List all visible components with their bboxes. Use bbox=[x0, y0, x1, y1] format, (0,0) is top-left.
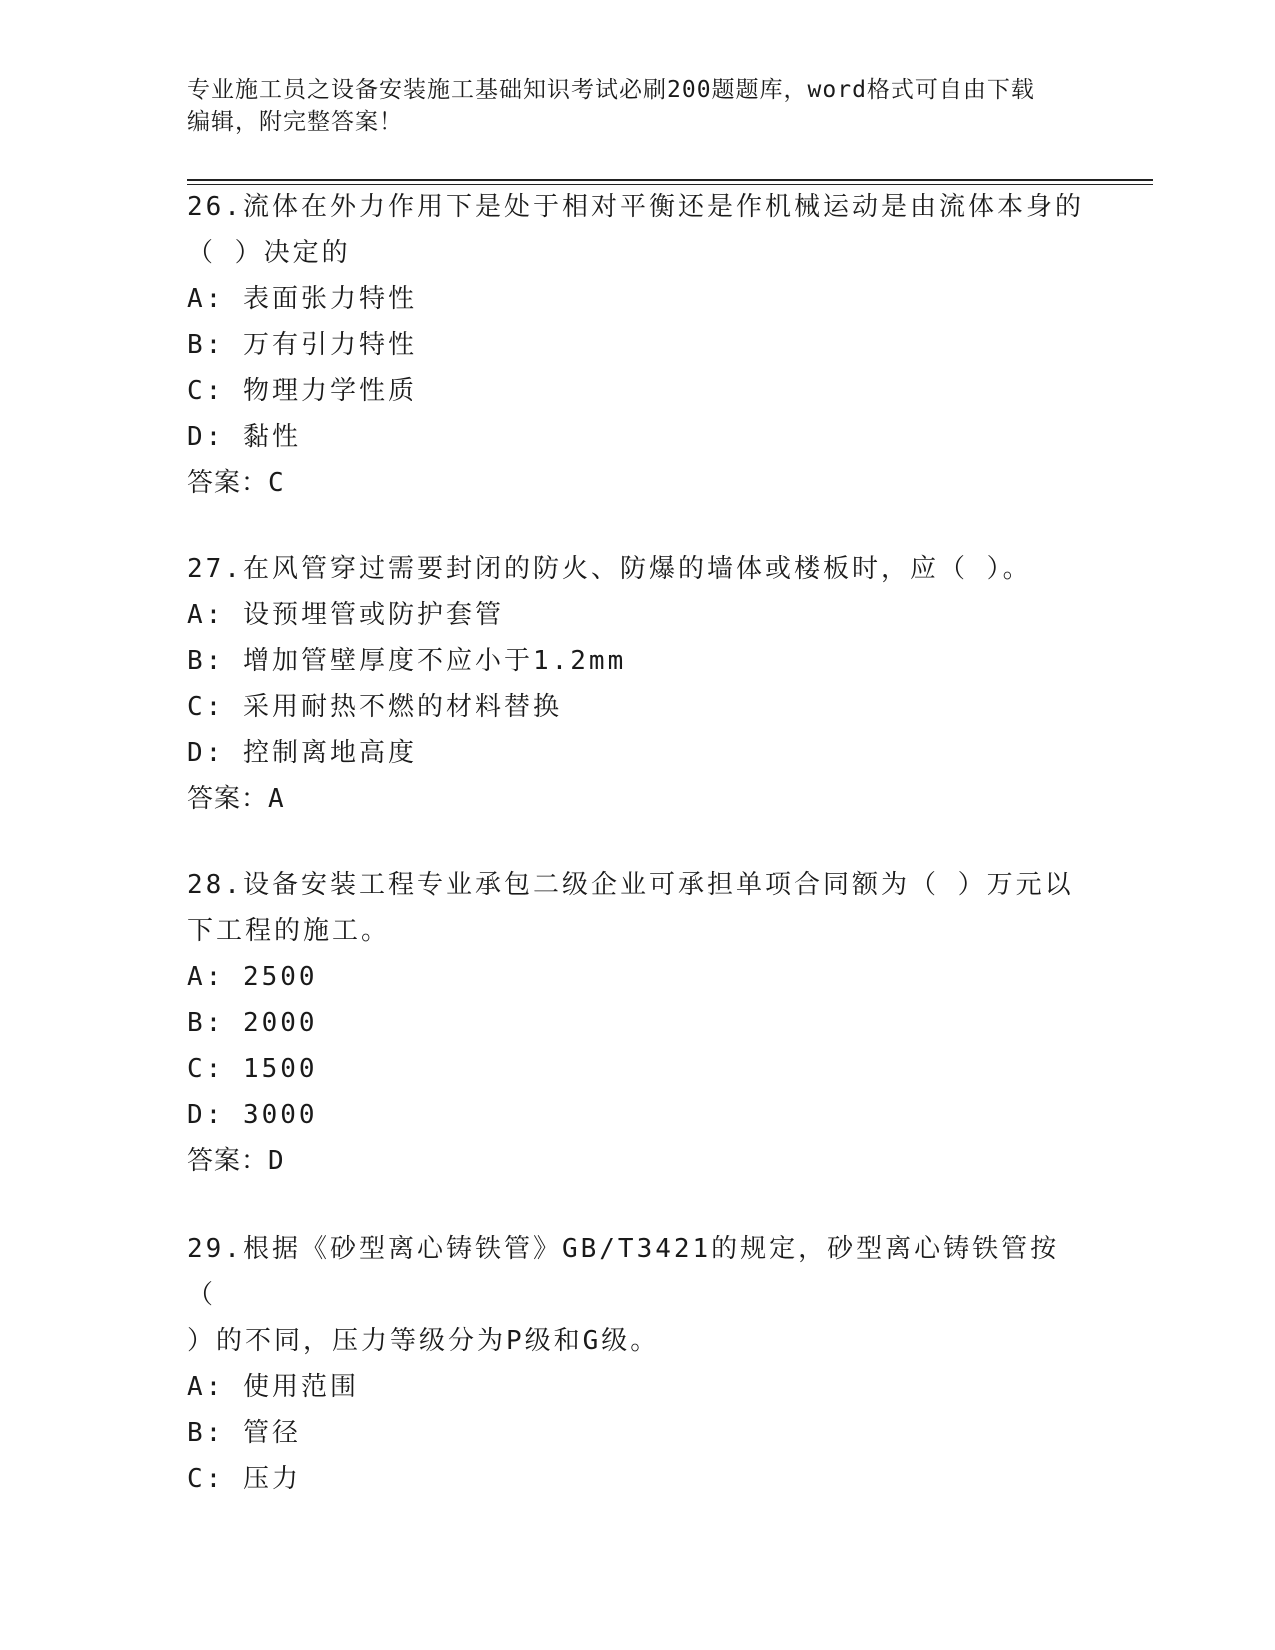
question-stem-line: （ ）决定的 bbox=[187, 238, 351, 268]
option-c: C: 1500 bbox=[187, 1054, 318, 1084]
question-stem-line: 29.根据《砂型离心铸铁管》GB/T3421的规定，砂型离心铸铁管按（ bbox=[187, 1234, 1060, 1310]
header-line-1: 专业施工员之设备安装施工基础知识考试必刷200题题库，word格式可自由下载 bbox=[187, 77, 1035, 103]
question-stem-line: 28.设备安装工程专业承包二级企业可承担单项合同额为（ ）万元以 bbox=[187, 870, 1074, 900]
question-27 bbox=[187, 546, 1087, 822]
option-d: D: 黏性 bbox=[187, 422, 301, 452]
question-29 bbox=[187, 1226, 1087, 1502]
answer: 答案：D bbox=[187, 1146, 285, 1176]
question-stem-line: ）的不同，压力等级分为P级和G级。 bbox=[187, 1326, 660, 1356]
question-stem-line: 26.流体在外力作用下是处于相对平衡还是作机械运动是由流体本身的 bbox=[187, 192, 1084, 222]
option-b: B: 增加管壁厚度不应小于1.2mm bbox=[187, 646, 627, 676]
option-a: A: 使用范围 bbox=[187, 1372, 359, 1402]
option-c: C: 物理力学性质 bbox=[187, 376, 417, 406]
answer: 答案：C bbox=[187, 468, 285, 498]
option-b: B: 2000 bbox=[187, 1008, 318, 1038]
question-stem-line: 27.在风管穿过需要封闭的防火、防爆的墙体或楼板时，应（ ）。 bbox=[187, 554, 1032, 584]
header-divider-thick bbox=[187, 179, 1153, 181]
option-d: D: 控制离地高度 bbox=[187, 738, 417, 768]
question-26 bbox=[187, 184, 1087, 506]
question-28 bbox=[187, 862, 1087, 1184]
option-d: D: 3000 bbox=[187, 1100, 318, 1130]
option-b: B: 管径 bbox=[187, 1418, 301, 1448]
option-a: A: 2500 bbox=[187, 962, 318, 992]
document-header bbox=[187, 74, 1067, 138]
option-a: A: 设预埋管或防护套管 bbox=[187, 600, 504, 630]
option-b: B: 万有引力特性 bbox=[187, 330, 417, 360]
option-c: C: 采用耐热不燃的材料替换 bbox=[187, 692, 562, 722]
header-line-2: 编辑，附完整答案！ bbox=[187, 109, 403, 135]
question-stem-line: 下工程的施工。 bbox=[187, 916, 391, 946]
option-a: A: 表面张力特性 bbox=[187, 284, 417, 314]
option-c: C: 压力 bbox=[187, 1464, 301, 1494]
answer: 答案：A bbox=[187, 784, 285, 814]
